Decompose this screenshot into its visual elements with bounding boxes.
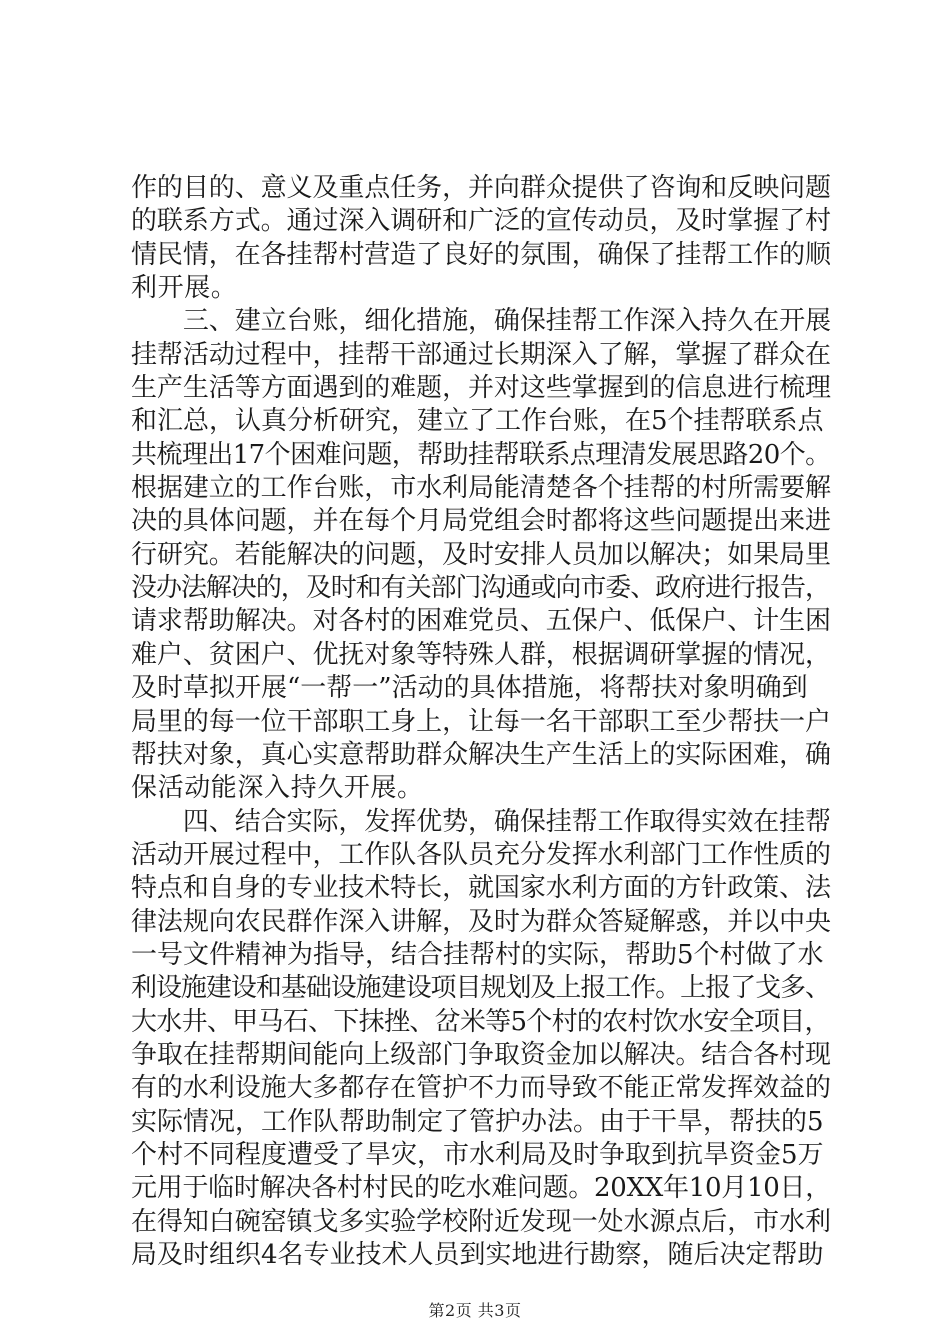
text-line: 难户、贫困户、优抚对象等特殊人群，根据调研掌握的情况，: [131, 639, 831, 670]
text-line: 个村不同程度遭受了旱灾，市水利局及时争取到抗旱资金5万: [131, 1139, 824, 1170]
text-line: 元用于临时解决各村村民的吃水难问题。20XX年10月10日，: [131, 1173, 831, 1204]
text-line: 根据建立的工作台账，市水利局能清楚各个挂帮的村所需要解: [131, 473, 831, 504]
text-line: 大水井、甲马石、下抹挫、岔米等5个村的农村饮水安全项目，: [131, 1006, 830, 1037]
text-line: 共梳理出17个困难问题，帮助挂帮联系点理清发展思路20个。: [131, 439, 831, 470]
text-line: 和汇总，认真分析研究，建立了工作台账，在5个挂帮联系点: [131, 406, 824, 437]
text-line: 活动开展过程中，工作队各队员充分发挥水利部门工作性质的: [131, 839, 831, 870]
text-line: 作的目的、意义及重点任务，并向群众提供了咨询和反映问题: [131, 173, 831, 203]
text-line: 实际情况，工作队帮助制定了管护办法。由于干旱，帮扶的5: [131, 1106, 824, 1137]
text-line: 局及时组织4名专业技术人员到实地进行勘察，随后决定帮助: [131, 1240, 824, 1270]
text-line: 在得知白碗窑镇戈多实验学校附近发现一处水源点后，市水利: [131, 1206, 831, 1237]
text-line: 及时草拟开展“一帮一”活动的具体措施，将帮扶对象明确到: [131, 673, 808, 704]
text-line: 局里的每一位干部职工身上，让每一名干部职工至少帮扶一户: [131, 706, 831, 737]
text-line: 特点和自身的专业技术特长，就国家水利方面的方针政策、法: [131, 873, 831, 904]
text-line: 三、建立台账，细化措施，确保挂帮工作深入持久在开展: [131, 306, 831, 337]
text-line: 争取在挂帮期间能向上级部门争取资金加以解决。结合各村现: [131, 1039, 831, 1070]
text-line: 行研究。若能解决的问题，及时安排人员加以解决；如果局里: [131, 539, 831, 570]
text-line: 帮扶对象，真心实意帮助群众解决生产生活上的实际困难，确: [131, 739, 831, 770]
text-line: 情民情，在各挂帮村营造了良好的氛围，确保了挂帮工作的顺: [131, 239, 831, 270]
text-line: 利开展。: [131, 273, 238, 304]
text-line: 决的具体问题，并在每个月局党组会时都将这些问题提出来进: [131, 506, 831, 537]
text-line: 没办法解决的，及时和有关部门沟通或向市委、政府进行报告，: [131, 573, 830, 604]
text-line: 的联系方式。通过深入调研和广泛的宣传动员，及时掌握了村: [131, 206, 831, 237]
text-line: 律法规向农民群作深入讲解，及时为群众答疑解惑，并以中央: [131, 906, 831, 937]
text-line: 有的水利设施大多都存在管护不力而导致不能正常发挥效益的: [131, 1073, 831, 1104]
text-line: 挂帮活动过程中，挂帮干部通过长期深入了解，掌握了群众在: [131, 339, 831, 370]
text-line: 生产生活等方面遇到的难题，并对这些掌握到的信息进行梳理: [131, 373, 831, 404]
document-body: [131, 172, 831, 1272]
text-line: 请求帮助解决。对各村的困难党员、五保户、低保户、计生困: [131, 606, 831, 637]
text-line: 一号文件精神为指导，结合挂帮村的实际，帮助5个村做了水: [131, 939, 824, 970]
text-line: 四、结合实际，发挥优势，确保挂帮工作取得实效在挂帮: [131, 806, 831, 837]
text-line: 利设施建设和基础设施建设项目规划及上报工作。上报了戈多、: [131, 973, 830, 1004]
text-line: 保活动能深入持久开展。: [131, 773, 424, 804]
page-footer: 第2页 共3页: [428, 1301, 522, 1320]
